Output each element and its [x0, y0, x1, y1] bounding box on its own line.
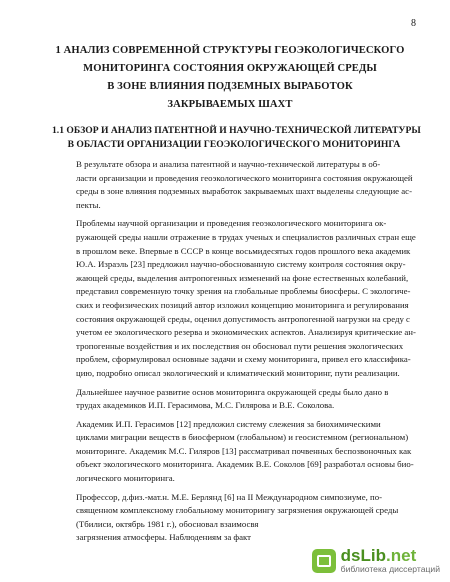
paragraph	[52, 158, 416, 212]
paragraph-line: священном комплексному глобальному мониторингу загрязнения окружающей среды	[76, 505, 399, 516]
section-title-line: В ОБЛАСТИ ОРГАНИЗАЦИИ ГЕОЭКОЛОГИЧЕСКОГО МОНИТОРИНГА	[67, 139, 401, 150]
paragraph-line: (Тбилиси, октябрь 1981 г.), обосновал взаимосвя	[76, 518, 259, 529]
section-title	[52, 124, 421, 152]
watermark-brand	[341, 547, 440, 564]
chapter-title-line: В ЗОНЕ ВЛИЯНИЯ ПОДЗЕМНЫХ ВЫРАБОТОК	[107, 81, 353, 92]
paragraph-line: Дальнейшее научное развитие основ мониторинга окружающей среды было дано в	[76, 386, 389, 397]
chapter-title-line: 1 АНАЛИЗ СОВРЕМЕННОЙ СТРУКТУРЫ ГЕОЭКОЛОГИЧЕСКОГО	[55, 45, 405, 56]
paragraph-line: Ю.А. Израэль [23] предложил научно-обоснованную систему контроля состояния окру-	[76, 259, 406, 270]
paragraph-line: логического мониторинга.	[76, 473, 175, 484]
paragraph	[52, 491, 416, 545]
chapter-title	[40, 42, 420, 114]
chapter-title-line: МОНИТОРИНГА СОСТОЯНИЯ ОКРУЖАЮЩЕЙ СРЕДЫ	[83, 63, 377, 74]
watermark-caption: библиотека диссертаций	[340, 564, 440, 575]
chapter-title-line: ЗАКРЫВАЕМЫХ ШАХТ	[167, 99, 293, 110]
watermark-brand-suffix: .net	[386, 546, 417, 566]
paragraph-line: жающей среды, выделения антропогенных изменений на фоне естественных колебаний,	[76, 272, 409, 283]
paragraph-line: ружающей среды нашли отражение в трудах ученых и специалистов различных стран еще	[76, 231, 416, 242]
paragraph	[52, 418, 416, 486]
paragraph-line: В результате обзора и анализа патентной и научно-технической литературы в об-	[76, 159, 381, 169]
watermark-brand-main: dsLib	[340, 546, 387, 566]
paragraph	[52, 217, 416, 380]
paragraph-line: Профессор, д.физ.-мат.н. М.Е. Берлянд [6] на II Международном симпозиуме, по-	[76, 491, 383, 502]
paragraph	[52, 386, 416, 413]
paragraph-line: мониторинге. Академик М.С. Гиляров [13] рассматривал почвенных беспозвоночных как	[76, 445, 412, 456]
watermark-text	[341, 547, 440, 574]
paragraph-line: пекты.	[76, 199, 101, 210]
body-text	[52, 158, 416, 550]
book-icon	[312, 549, 336, 573]
paragraph-line: ских и геофизических позиций автор изложил концепцию мониторинга и регулирования	[76, 299, 409, 310]
paragraph-line: среды в зоне влияния подземных выработок закрываемых шахт выделены следующие ас-	[76, 186, 413, 197]
watermark-logo	[312, 547, 440, 574]
paragraph-line: тропогенные воздействия и их последствия он обосновал пути решения экологических	[76, 340, 404, 351]
paragraph-line: цию, подробно описал экологический и климатический мониторинг, пути реализации.	[76, 367, 400, 378]
paragraph-line: учетом ее экологического резерва и экономических аспектов. Анализируя критические ан-	[76, 327, 416, 338]
paragraph-line: в прошлом веке. Впервые в СССР в конце восьмидесятых годов прошлого века академик	[76, 245, 411, 256]
paragraph-line: представил современную точку зрения на глобальные проблемы биосферы. С экологиче-	[76, 286, 411, 297]
paragraph-line: объект экологического мониторинга. Академик В.Е. Соколов [69] разработал основы био-	[76, 459, 414, 470]
paragraph-line: Академик И.П. Герасимов [12] предложил систему слежения за биохимическими	[76, 418, 381, 429]
page-number: 8	[411, 18, 416, 29]
paragraph-line: трудах академиков И.П. Герасимова, М.С. Гилярова и В.Е. Соколова.	[76, 400, 335, 411]
paragraph-line: ласти организации и проведения геоэкологического мониторинга состояния окружающей	[76, 172, 413, 183]
paragraph-line: циклами миграции веществ в биосферном (глобальном) и геосистемном (региональном)	[76, 432, 409, 443]
section-title-line: 1.1 ОБЗОР И АНАЛИЗ ПАТЕНТНОЙ И НАУЧНО-ТЕХНИЧЕСКОЙ ЛИТЕРАТУРЫ	[52, 125, 421, 136]
paragraph-line: загрязнения атмосферы. Наблюдениям за факт	[76, 532, 252, 543]
paragraph-line: проблем, сформулировал основные задачи и схему мониторинга, привел его классифика-	[76, 354, 411, 365]
paragraph-line: состояния окружающей среды, оценил допустимость антропогенной нагрузки на среду с	[76, 313, 410, 324]
paragraph-line: Проблемы научной организации и проведения геоэкологического мониторинга ок-	[76, 218, 387, 229]
